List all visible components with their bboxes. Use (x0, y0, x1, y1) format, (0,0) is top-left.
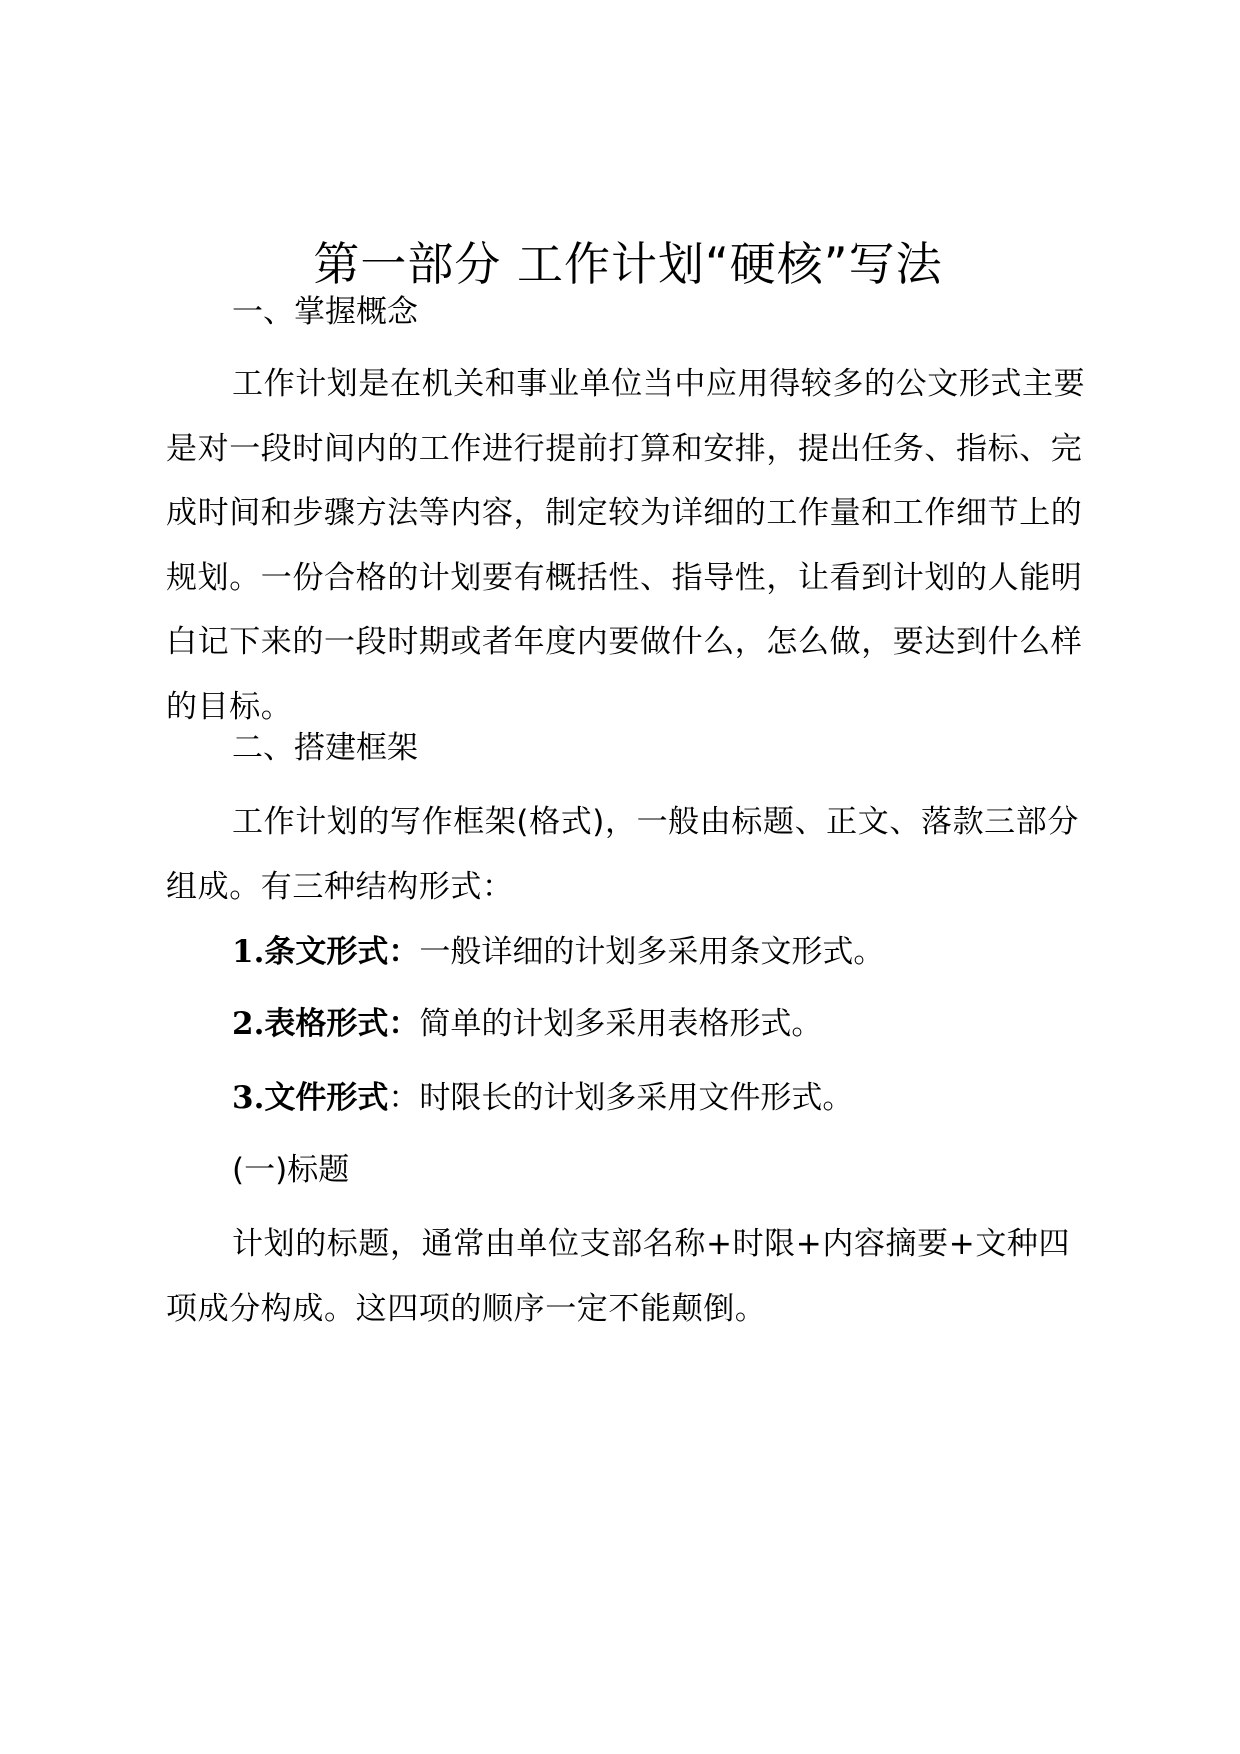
concept-paragraph: 工作计划是在机关和事业单位当中应用得较多的公文形式主要是对一段时间内的工作进行提前打算和安排，提出任务、指标、完成时间和步骤方法等内容，制定较为详细的工作量和工作细节上的规划。一份合格的计划要有概括性、指导性，让看到计划的人能明白记下来的一段时期或者年度内要做什么，怎么做，要达到什么样的目标。 (166, 366, 1086, 725)
list-item (232, 1004, 822, 1044)
list-item (232, 1078, 853, 1118)
item-title: 表格形式 (264, 1006, 389, 1042)
framework-paragraph: 工作计划的写作框架(格式)，一般由标题、正文、落款三部分组成。有三种结构形式： (166, 804, 1079, 905)
item-separator: ： (388, 1080, 420, 1116)
subheading-title: (一)标题 (232, 1152, 350, 1188)
section-heading-framework: 二、搭建框架 (232, 730, 418, 766)
title-rule-paragraph: 计划的标题，通常由单位支部名称+时限+内容摘要+文种四项成分构成。这四项的顺序一定不能颠倒。 (166, 1226, 1071, 1327)
item-separator: ： (388, 1006, 420, 1042)
section-heading-concept: 一、掌握概念 (232, 294, 418, 330)
item-title: 条文形式 (264, 934, 389, 970)
document-page (166, 0, 1090, 1754)
list-item (232, 932, 884, 972)
document-title: 第一部分 工作计划“硬核”写法 (313, 237, 943, 291)
item-number: 2. (232, 1006, 265, 1042)
item-separator: ： (388, 934, 420, 970)
item-number: 1. (232, 934, 265, 970)
item-title: 文件形式 (264, 1080, 389, 1116)
item-text: 时限长的计划多采用文件形式。 (419, 1080, 854, 1116)
item-text: 简单的计划多采用表格形式。 (419, 1006, 823, 1042)
item-number: 3. (232, 1080, 265, 1116)
item-text: 一般详细的计划多采用条文形式。 (419, 934, 885, 970)
